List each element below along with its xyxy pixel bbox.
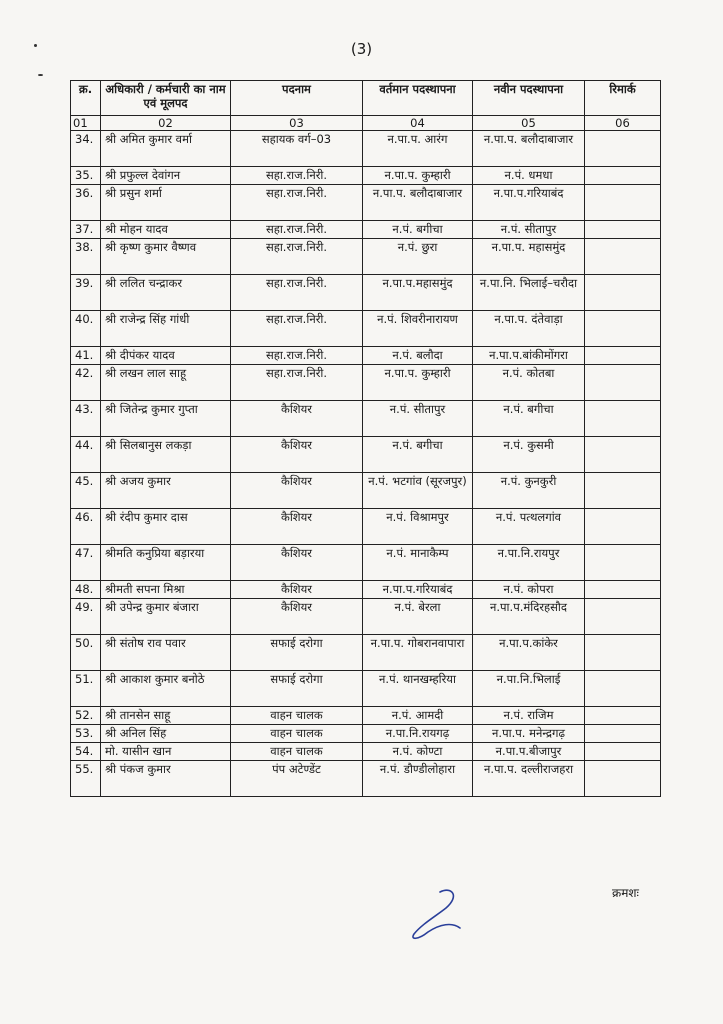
row-name: श्री अनिल सिंह bbox=[101, 725, 231, 743]
row-name: श्रीमती सपना मिश्रा bbox=[101, 581, 231, 599]
row-current-posting: न.पा.नि.रायगढ़ bbox=[363, 725, 473, 743]
row-remark bbox=[585, 131, 661, 167]
table-row bbox=[71, 743, 661, 761]
row-designation: सहा.राज.निरी. bbox=[231, 347, 363, 365]
row-remark bbox=[585, 311, 661, 347]
row-remark bbox=[585, 221, 661, 239]
column-number: 06 bbox=[585, 116, 661, 131]
row-current-posting: न.पं. थानखम्हरिया bbox=[363, 671, 473, 707]
row-new-posting: न.पा.प.गरियाबंद bbox=[473, 185, 585, 221]
row-current-posting: न.पा.प. आरंग bbox=[363, 131, 473, 167]
row-current-posting: न.पा.प. गोबरानवापारा bbox=[363, 635, 473, 671]
table-row bbox=[71, 365, 661, 401]
row-new-posting: न.पं. सीतापुर bbox=[473, 221, 585, 239]
row-new-posting: न.पा.प. मनेन्द्रगढ़ bbox=[473, 725, 585, 743]
table-row bbox=[71, 707, 661, 725]
table-row bbox=[71, 437, 661, 473]
row-designation: सफाई दरोगा bbox=[231, 635, 363, 671]
table-row bbox=[71, 311, 661, 347]
row-name: श्री अमित कुमार वर्मा bbox=[101, 131, 231, 167]
row-sr: 49. bbox=[71, 599, 101, 635]
row-new-posting: न.पं. कोपरा bbox=[473, 581, 585, 599]
row-sr: 41. bbox=[71, 347, 101, 365]
row-sr: 47. bbox=[71, 545, 101, 581]
row-remark bbox=[585, 365, 661, 401]
row-new-posting: न.पा.प.कांकेर bbox=[473, 635, 585, 671]
row-name: श्री प्रफुल्ल देवांगन bbox=[101, 167, 231, 185]
table-row bbox=[71, 545, 661, 581]
row-sr: 46. bbox=[71, 509, 101, 545]
row-designation: सहायक वर्ग–03 bbox=[231, 131, 363, 167]
table-row bbox=[71, 131, 661, 167]
row-name: श्री जितेन्द्र कुमार गुप्ता bbox=[101, 401, 231, 437]
row-sr: 40. bbox=[71, 311, 101, 347]
row-remark bbox=[585, 239, 661, 275]
row-designation: कैशियर bbox=[231, 581, 363, 599]
row-current-posting: न.पं. आमदी bbox=[363, 707, 473, 725]
row-designation: कैशियर bbox=[231, 545, 363, 581]
row-sr: 51. bbox=[71, 671, 101, 707]
row-new-posting: न.पं. कुसमी bbox=[473, 437, 585, 473]
header-current-posting: वर्तमान पदस्थापना bbox=[363, 81, 473, 116]
row-sr: 50. bbox=[71, 635, 101, 671]
row-new-posting: न.पा.प. महासमुंद bbox=[473, 239, 585, 275]
row-sr: 48. bbox=[71, 581, 101, 599]
table-body bbox=[71, 131, 661, 797]
row-sr: 53. bbox=[71, 725, 101, 743]
row-new-posting: न.पं. कोतबा bbox=[473, 365, 585, 401]
row-designation: सहा.राज.निरी. bbox=[231, 239, 363, 275]
table-row bbox=[71, 275, 661, 311]
row-sr: 54. bbox=[71, 743, 101, 761]
row-sr: 35. bbox=[71, 167, 101, 185]
row-current-posting: न.पं. बेरला bbox=[363, 599, 473, 635]
row-designation: सहा.राज.निरी. bbox=[231, 365, 363, 401]
row-designation: सहा.राज.निरी. bbox=[231, 167, 363, 185]
row-name: श्री कृष्ण कुमार वैष्णव bbox=[101, 239, 231, 275]
transfer-table bbox=[70, 80, 661, 797]
table-row bbox=[71, 167, 661, 185]
table-row bbox=[71, 185, 661, 221]
row-designation: पंप अटेण्डेंट bbox=[231, 761, 363, 797]
row-new-posting: न.पं. धमधा bbox=[473, 167, 585, 185]
row-sr: 38. bbox=[71, 239, 101, 275]
table-row bbox=[71, 347, 661, 365]
row-remark bbox=[585, 545, 661, 581]
row-new-posting: न.पा.प.बीजापुर bbox=[473, 743, 585, 761]
scan-speck bbox=[38, 74, 43, 76]
table-row bbox=[71, 221, 661, 239]
header-remark: रिमार्क bbox=[585, 81, 661, 116]
row-new-posting: न.पं. पत्थलगांव bbox=[473, 509, 585, 545]
row-sr: 44. bbox=[71, 437, 101, 473]
row-current-posting: न.पा.प.महासमुंद bbox=[363, 275, 473, 311]
row-current-posting: न.पा.प. कुम्हारी bbox=[363, 365, 473, 401]
row-name: श्री ललित चन्द्राकर bbox=[101, 275, 231, 311]
row-designation: कैशियर bbox=[231, 509, 363, 545]
row-sr: 34. bbox=[71, 131, 101, 167]
column-number: 03 bbox=[231, 116, 363, 131]
row-current-posting: न.पं. कोण्टा bbox=[363, 743, 473, 761]
row-name: श्री उपेन्द्र कुमार बंजारा bbox=[101, 599, 231, 635]
row-new-posting: न.पं. राजिम bbox=[473, 707, 585, 725]
row-name: श्री लखन लाल साहू bbox=[101, 365, 231, 401]
column-number-row bbox=[71, 116, 661, 131]
table-row bbox=[71, 401, 661, 437]
table-row bbox=[71, 761, 661, 797]
row-designation: सहा.राज.निरी. bbox=[231, 275, 363, 311]
row-name: मो. यासीन खान bbox=[101, 743, 231, 761]
row-remark bbox=[585, 707, 661, 725]
row-current-posting: न.पं. विश्रामपुर bbox=[363, 509, 473, 545]
row-remark bbox=[585, 167, 661, 185]
row-designation: कैशियर bbox=[231, 473, 363, 509]
row-current-posting: न.पं. बगीचा bbox=[363, 437, 473, 473]
row-sr: 39. bbox=[71, 275, 101, 311]
row-designation: कैशियर bbox=[231, 599, 363, 635]
row-name: श्री आकाश कुमार बनोठे bbox=[101, 671, 231, 707]
row-remark bbox=[585, 725, 661, 743]
row-current-posting: न.पं. बगीचा bbox=[363, 221, 473, 239]
signature-image bbox=[400, 884, 470, 944]
row-new-posting: न.पा.नि. भिलाई–चरौदा bbox=[473, 275, 585, 311]
row-designation: वाहन चालक bbox=[231, 725, 363, 743]
table-row bbox=[71, 725, 661, 743]
row-designation: कैशियर bbox=[231, 437, 363, 473]
row-remark bbox=[585, 761, 661, 797]
row-current-posting: न.पं. सीतापुर bbox=[363, 401, 473, 437]
row-sr: 55. bbox=[71, 761, 101, 797]
row-name: श्री संतोष राव पवार bbox=[101, 635, 231, 671]
row-remark bbox=[585, 437, 661, 473]
row-designation: वाहन चालक bbox=[231, 707, 363, 725]
row-current-posting: न.पं. बलौदा bbox=[363, 347, 473, 365]
row-current-posting: न.पं. मानाकैम्प bbox=[363, 545, 473, 581]
table-row bbox=[71, 599, 661, 635]
table-row bbox=[71, 581, 661, 599]
row-remark bbox=[585, 509, 661, 545]
column-number: 04 bbox=[363, 116, 473, 131]
row-new-posting: न.पं. बगीचा bbox=[473, 401, 585, 437]
row-new-posting: न.पा.प.मंदिरहसौद bbox=[473, 599, 585, 635]
row-designation: सफाई दरोगा bbox=[231, 671, 363, 707]
row-new-posting: न.पा.नि.रायपुर bbox=[473, 545, 585, 581]
row-designation: कैशियर bbox=[231, 401, 363, 437]
row-remark bbox=[585, 401, 661, 437]
row-current-posting: न.पं. छुरा bbox=[363, 239, 473, 275]
column-number: 02 bbox=[101, 116, 231, 131]
table-row bbox=[71, 635, 661, 671]
row-sr: 52. bbox=[71, 707, 101, 725]
row-remark bbox=[585, 671, 661, 707]
row-name: श्री प्रसुन शर्मा bbox=[101, 185, 231, 221]
row-new-posting: न.पा.नि.भिलाई bbox=[473, 671, 585, 707]
header-sr: क्र. bbox=[71, 81, 101, 116]
row-new-posting: न.पा.प.बांकीमोंगरा bbox=[473, 347, 585, 365]
row-sr: 43. bbox=[71, 401, 101, 437]
row-remark bbox=[585, 347, 661, 365]
row-remark bbox=[585, 275, 661, 311]
header-row bbox=[71, 81, 661, 116]
header-designation: पदनाम bbox=[231, 81, 363, 116]
row-remark bbox=[585, 743, 661, 761]
row-name: श्रीमति कनुप्रिया बड़ारया bbox=[101, 545, 231, 581]
row-name: श्री रंदीप कुमार दास bbox=[101, 509, 231, 545]
page-number: (3) bbox=[350, 40, 373, 58]
row-name: श्री अजय कुमार bbox=[101, 473, 231, 509]
row-designation: सहा.राज.निरी. bbox=[231, 185, 363, 221]
row-name: श्री पंकज कुमार bbox=[101, 761, 231, 797]
continued-note: क्रमशः bbox=[612, 886, 639, 900]
row-current-posting: न.पा.प. कुम्हारी bbox=[363, 167, 473, 185]
row-remark bbox=[585, 473, 661, 509]
row-name: श्री सिलबानुस लकड़ा bbox=[101, 437, 231, 473]
row-name: श्री दीपंकर यादव bbox=[101, 347, 231, 365]
row-designation: सहा.राज.निरी. bbox=[231, 311, 363, 347]
row-designation: सहा.राज.निरी. bbox=[231, 221, 363, 239]
row-new-posting: न.पा.प. दल्लीराजहरा bbox=[473, 761, 585, 797]
row-remark bbox=[585, 581, 661, 599]
row-remark bbox=[585, 635, 661, 671]
row-sr: 45. bbox=[71, 473, 101, 509]
row-sr: 36. bbox=[71, 185, 101, 221]
row-current-posting: न.पं. डौण्डीलोहारा bbox=[363, 761, 473, 797]
row-remark bbox=[585, 599, 661, 635]
row-name: श्री राजेन्द्र सिंह गांधी bbox=[101, 311, 231, 347]
row-new-posting: न.पा.प. दंतेवाड़ा bbox=[473, 311, 585, 347]
row-current-posting: न.पं. शिवरीनारायण bbox=[363, 311, 473, 347]
column-number: 01 bbox=[71, 116, 101, 131]
header-name: अधिकारी / कर्मचारी का नाम एवं मूलपद bbox=[101, 81, 231, 116]
table-row bbox=[71, 473, 661, 509]
table-row bbox=[71, 239, 661, 275]
row-remark bbox=[585, 185, 661, 221]
header-new-posting: नवीन पदस्थापना bbox=[473, 81, 585, 116]
row-current-posting: न.पा.प.गरियाबंद bbox=[363, 581, 473, 599]
row-current-posting: न.पं. भटगांव (सूरजपुर) bbox=[363, 473, 473, 509]
row-designation: वाहन चालक bbox=[231, 743, 363, 761]
table-row bbox=[71, 671, 661, 707]
row-sr: 42. bbox=[71, 365, 101, 401]
row-current-posting: न.पा.प. बलौदाबाजार bbox=[363, 185, 473, 221]
column-number: 05 bbox=[473, 116, 585, 131]
row-name: श्री मोहन यादव bbox=[101, 221, 231, 239]
row-new-posting: न.पा.प. बलौदाबाजार bbox=[473, 131, 585, 167]
table-row bbox=[71, 509, 661, 545]
row-sr: 37. bbox=[71, 221, 101, 239]
row-name: श्री तानसेन साहू bbox=[101, 707, 231, 725]
row-new-posting: न.पं. कुनकुरी bbox=[473, 473, 585, 509]
